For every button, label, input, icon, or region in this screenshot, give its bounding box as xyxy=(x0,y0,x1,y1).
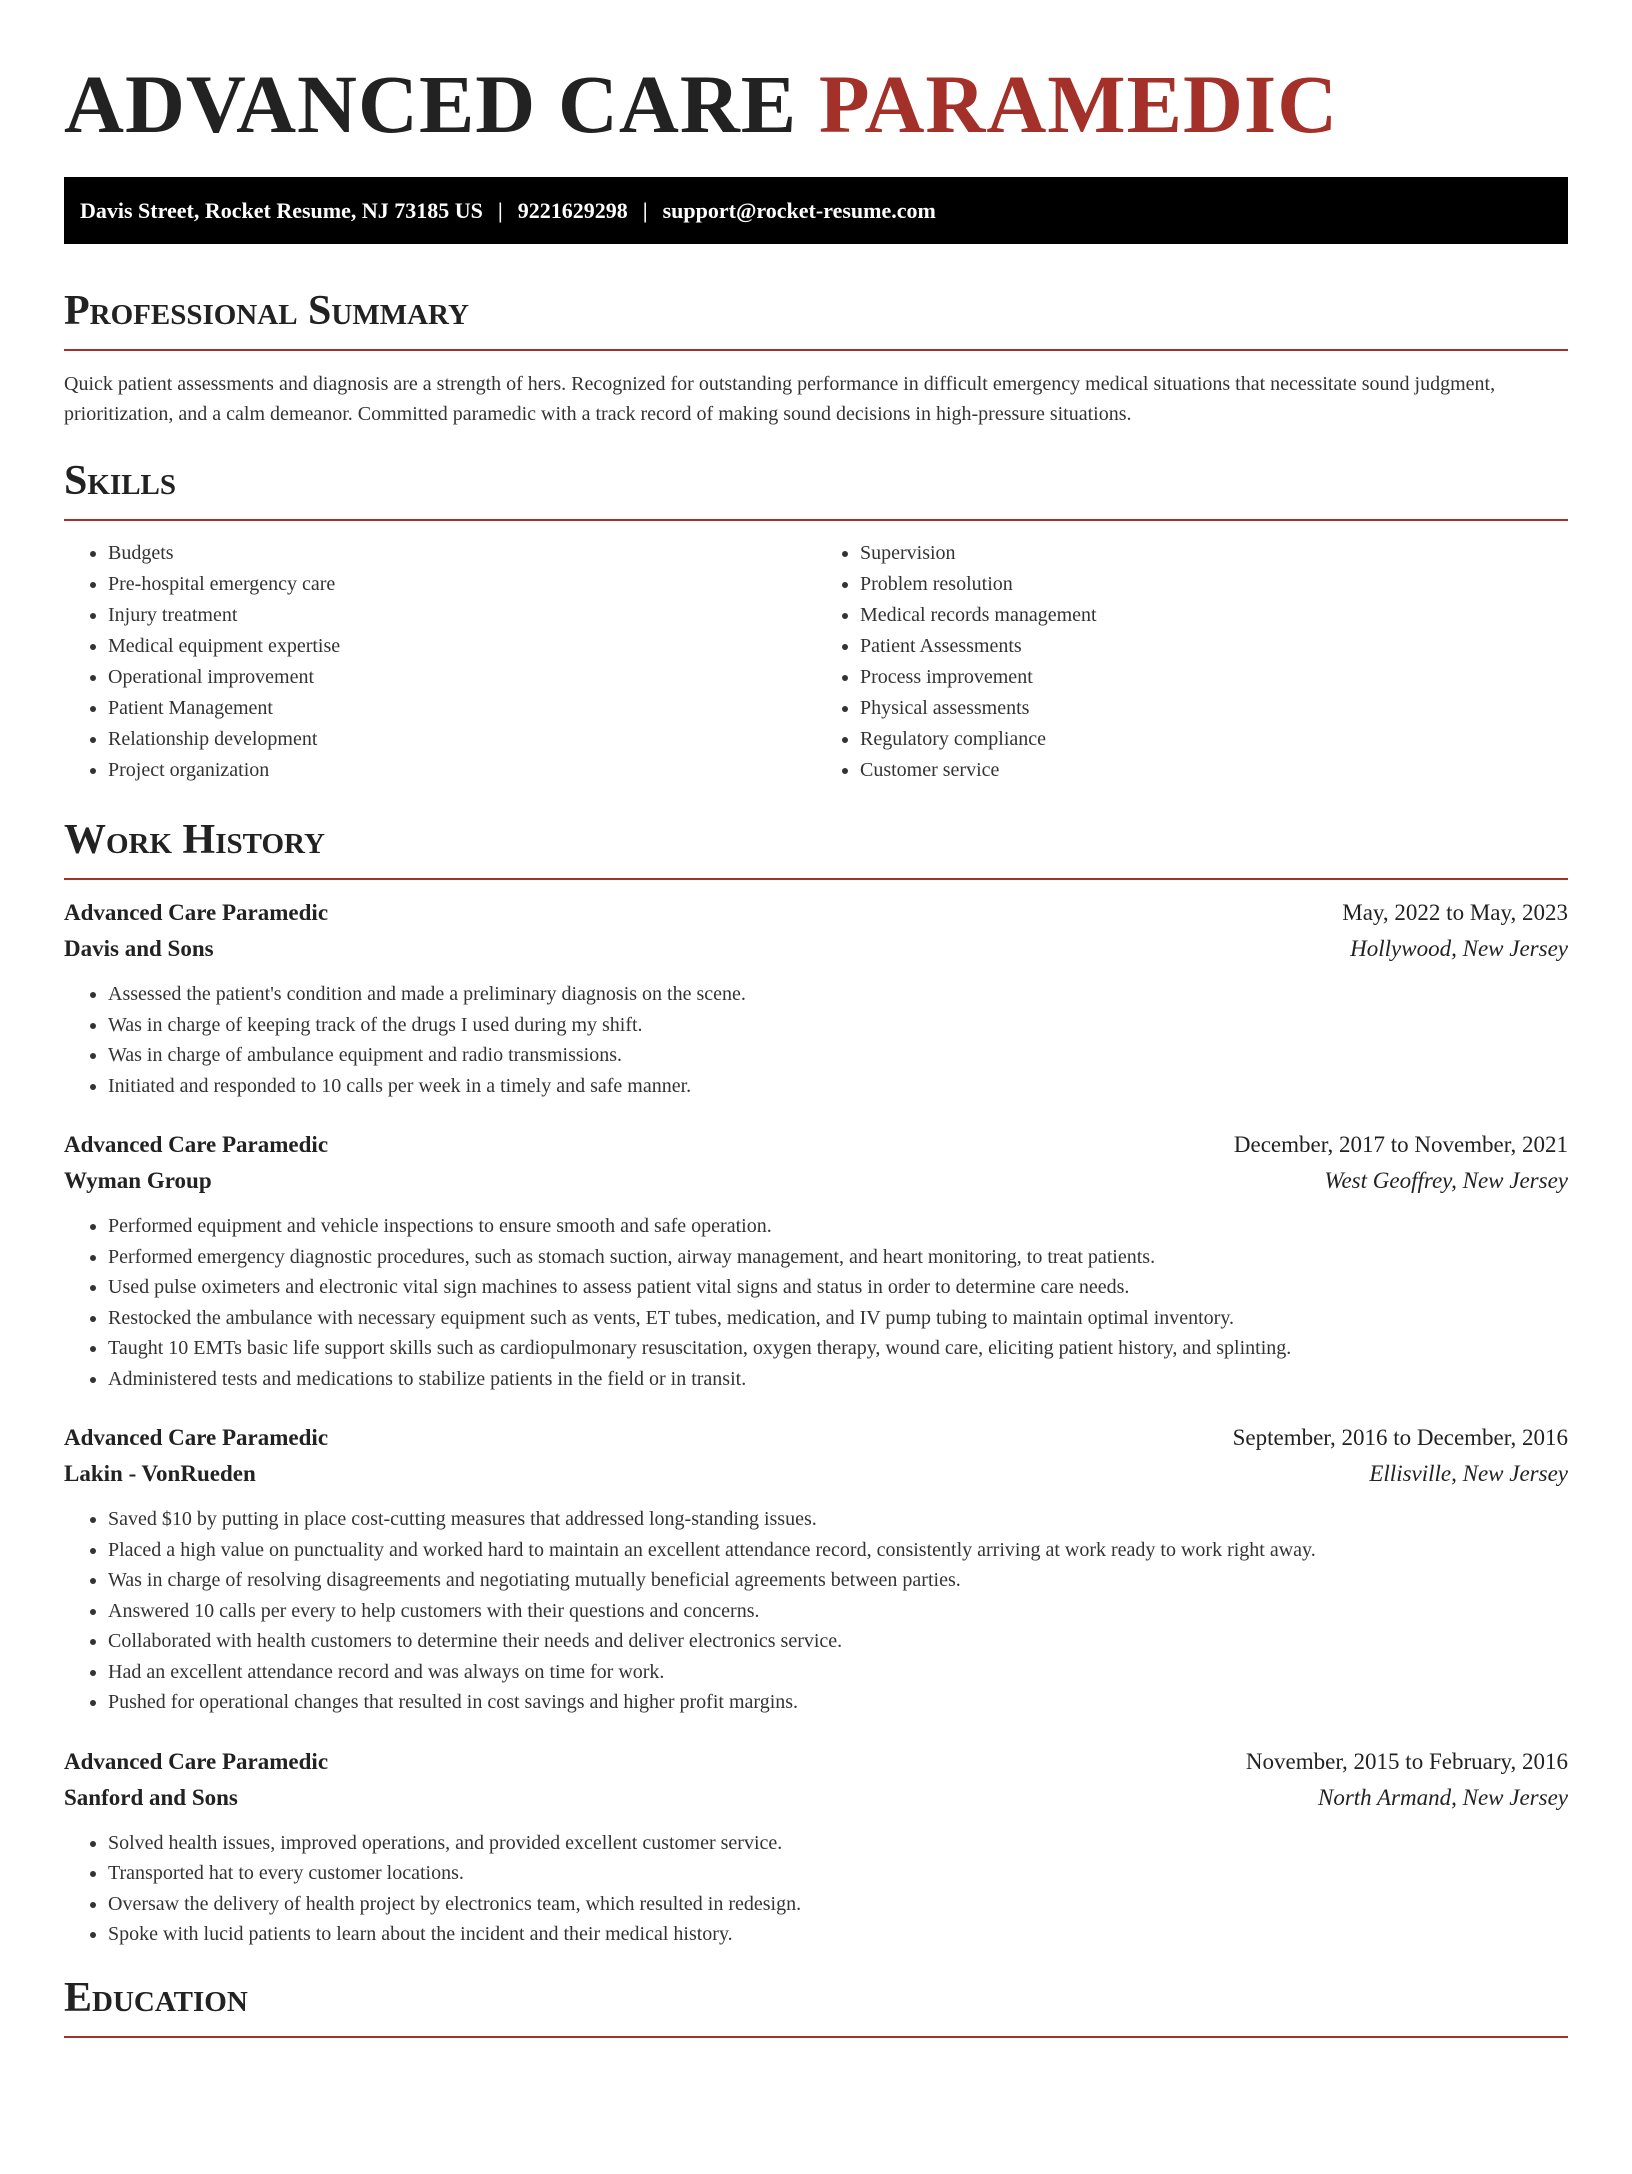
job-bullet: • Was in charge of keeping track of the drugs I used during my shift. xyxy=(108,1010,1568,1041)
job-bullet: • Was in charge of resolving disagreements and negotiating mutually beneficial agreements between parties. xyxy=(108,1565,1568,1596)
job-title: Advanced Care Paramedic xyxy=(64,1425,329,1450)
job-bullets xyxy=(64,979,1568,1101)
job-location: North Armand, New Jersey xyxy=(1317,1784,1568,1810)
contact-separator: | xyxy=(642,197,648,223)
skills-list xyxy=(64,538,1568,786)
skill-item: • Pre-hospital emergency care xyxy=(108,569,816,600)
skills-section xyxy=(64,459,1568,786)
skill-item: • Supervision xyxy=(860,538,1568,569)
job-subheader-row xyxy=(64,931,1568,967)
job-bullet: • Collaborated with health customers to determine their needs and deliver electronics service. xyxy=(108,1626,1568,1657)
resume-title xyxy=(64,58,1568,150)
contact-address: Davis Street, Rocket Resume, NJ 73185 US xyxy=(80,197,483,223)
job-bullet: • Assessed the patient's condition and made a preliminary diagnosis on the scene. xyxy=(108,979,1568,1010)
skill-item: • Relationship development xyxy=(108,724,816,755)
job-header-row xyxy=(64,1127,1568,1163)
job-company: Wyman Group xyxy=(64,1168,212,1193)
section-divider xyxy=(64,349,1568,351)
skill-item: • Customer service xyxy=(860,755,1568,786)
job-bullet: • Performed emergency diagnostic procedures, such as stomach suction, airway management, and heart monitoring, to treat patients. xyxy=(108,1242,1568,1273)
skill-item: • Budgets xyxy=(108,538,816,569)
job-company: Lakin - VonRueden xyxy=(64,1461,256,1486)
job-bullet: • Taught 10 EMTs basic life support skills such as cardiopulmonary resuscitation, oxygen therapy, wound care, eliciting patient history, and splinting. xyxy=(108,1333,1568,1364)
contact-email[interactable]: support@rocket-resume.com xyxy=(662,197,936,223)
job-bullet: • Transported hat to every customer locations. xyxy=(108,1858,1568,1889)
contact-bar xyxy=(64,177,1568,244)
skills-column-left xyxy=(64,538,816,786)
education-section xyxy=(64,1976,1568,2038)
job-header-row xyxy=(64,895,1568,931)
job-bullet: • Oversaw the delivery of health project by electronics team, which resulted in redesign. xyxy=(108,1889,1568,1920)
skill-item: • Physical assessments xyxy=(860,693,1568,724)
job-dates: May, 2022 to May, 2023 xyxy=(1342,900,1568,925)
skill-item: • Project organization xyxy=(108,755,816,786)
contact-separator: | xyxy=(497,197,503,223)
resume-page xyxy=(0,58,1632,2038)
job-entry xyxy=(64,1744,1568,1950)
skill-item: • Problem resolution xyxy=(860,569,1568,600)
job-location: Hollywood, New Jersey xyxy=(1350,936,1568,961)
jobs-list xyxy=(64,895,1568,1950)
job-bullet: • Spoke with lucid patients to learn about the incident and their medical history. xyxy=(108,1919,1568,1950)
skill-item: • Operational improvement xyxy=(108,662,816,693)
skill-item: • Medical records management xyxy=(860,600,1568,631)
job-entry xyxy=(64,895,1568,1101)
job-bullet: • Performed equipment and vehicle inspections to ensure smooth and safe operation. xyxy=(108,1211,1568,1242)
skill-item: • Regulatory compliance xyxy=(860,724,1568,755)
skills-heading: Skills xyxy=(64,458,177,504)
job-bullets xyxy=(64,1828,1568,1950)
title-accent: PARAMEDIC xyxy=(818,58,1339,150)
summary-text: Quick patient assessments and diagnosis are a strength of hers. Recognized for outstanding performance in difficult emergency medical situations that necessitate sound judgment, prioritization, and a calm demeanor. Committed paramedic with a track record of making sound decisions in high-pressure situations. xyxy=(64,373,1496,425)
summary-section xyxy=(64,289,1568,429)
job-company: Davis and Sons xyxy=(64,936,214,961)
job-bullet: • Initiated and responded to 10 calls per week in a timely and safe manner. xyxy=(108,1071,1568,1102)
job-bullet: • Restocked the ambulance with necessary equipment such as vents, ET tubes, medication, and IV pump tubing to maintain optimal inventory. xyxy=(108,1303,1568,1334)
skill-item: • Patient Management xyxy=(108,693,816,724)
skills-column-right xyxy=(816,538,1568,786)
job-entry xyxy=(64,1127,1568,1394)
job-subheader-row xyxy=(64,1780,1568,1816)
job-title: Advanced Care Paramedic xyxy=(64,900,329,925)
section-divider xyxy=(64,2036,1568,2038)
job-bullet: • Administered tests and medications to stabilize patients in the field or in transit. xyxy=(108,1364,1568,1395)
job-header-row xyxy=(64,1744,1568,1780)
job-bullet: • Used pulse oximeters and electronic vital sign machines to assess patient vital signs and status in order to determine care needs. xyxy=(108,1272,1568,1303)
section-divider xyxy=(64,519,1568,521)
job-subheader-row xyxy=(64,1456,1568,1492)
job-bullet: • Was in charge of ambulance equipment and radio transmissions. xyxy=(108,1040,1568,1071)
job-company: Sanford and Sons xyxy=(64,1784,238,1810)
education-heading: Education xyxy=(64,1974,248,2021)
section-divider xyxy=(64,878,1568,880)
job-bullets xyxy=(64,1504,1568,1718)
job-bullet: • Answered 10 calls per every to help customers with their questions and concerns. xyxy=(108,1596,1568,1627)
job-header-row xyxy=(64,1420,1568,1456)
job-bullets xyxy=(64,1211,1568,1394)
job-bullet: • Saved $10 by putting in place cost-cutting measures that addressed long-standing issues. xyxy=(108,1504,1568,1535)
job-location: West Geoffrey, New Jersey xyxy=(1324,1168,1568,1193)
job-entry xyxy=(64,1420,1568,1718)
job-title: Advanced Care Paramedic xyxy=(64,1132,329,1157)
contact-phone[interactable]: 9221629298 xyxy=(517,197,628,223)
skill-item: • Patient Assessments xyxy=(860,631,1568,662)
summary-heading: Professional Summary xyxy=(64,288,469,334)
skill-item: • Medical equipment expertise xyxy=(108,631,816,662)
job-location: Ellisville, New Jersey xyxy=(1369,1461,1568,1486)
work-history-section xyxy=(64,818,1568,1950)
job-bullet: • Solved health issues, improved operations, and provided excellent customer service. xyxy=(108,1828,1568,1859)
skill-item: • Injury treatment xyxy=(108,600,816,631)
job-dates: November, 2015 to February, 2016 xyxy=(1245,1748,1568,1774)
work-history-heading: Work History xyxy=(64,817,325,863)
job-dates: September, 2016 to December, 2016 xyxy=(1232,1425,1568,1450)
skill-item: • Process improvement xyxy=(860,662,1568,693)
job-dates: December, 2017 to November, 2021 xyxy=(1233,1132,1568,1157)
job-bullet: • Pushed for operational changes that resulted in cost savings and higher profit margins. xyxy=(108,1687,1568,1718)
title-main: ADVANCED CARE xyxy=(64,58,798,150)
job-bullet: • Had an excellent attendance record and was always on time for work. xyxy=(108,1657,1568,1688)
job-subheader-row xyxy=(64,1163,1568,1199)
job-title: Advanced Care Paramedic xyxy=(64,1748,329,1774)
job-bullet: • Placed a high value on punctuality and worked hard to maintain an excellent attendance record, consistently arriving at work ready to work right away. xyxy=(108,1535,1568,1566)
